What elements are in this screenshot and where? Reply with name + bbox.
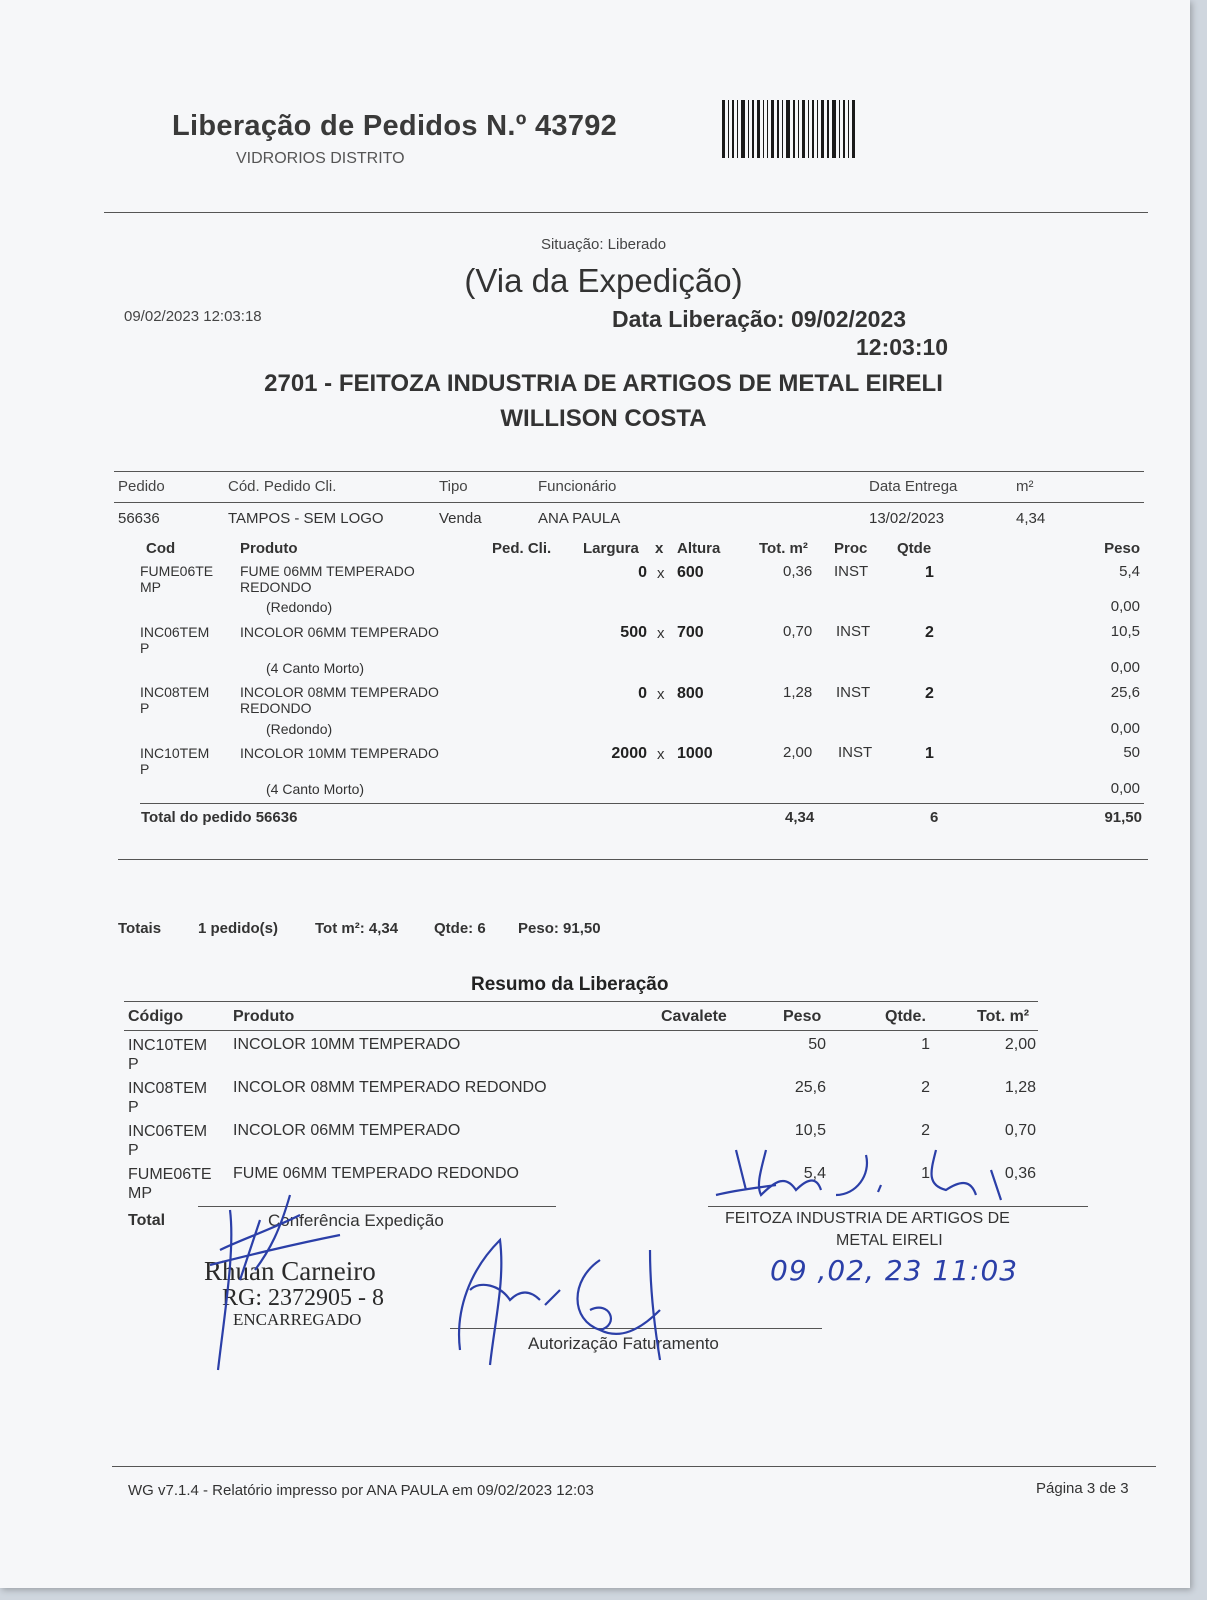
- summary-peso: 5,4: [803, 1165, 826, 1182]
- summary-peso: 25,6: [794, 1079, 826, 1096]
- handwritten-date: 09 ,02, 23 11:03: [770, 1254, 1019, 1287]
- item-cod: INC06TEM P: [140, 624, 210, 656]
- barcode-bar: [748, 100, 749, 158]
- barcode-bar: [832, 100, 836, 158]
- barcode: [722, 100, 908, 158]
- item-tot-m2: 2,00: [783, 744, 813, 761]
- printed-timestamp: 09/02/2023 12:03:18: [124, 308, 262, 325]
- summary-tot-m2: 0,36: [1004, 1165, 1036, 1182]
- summary-tot-m2: 0,70: [1004, 1122, 1036, 1139]
- footer-printed-by: WG v7.1.4 - Relatório impresso por ANA PAULA em 09/02/2023 12:03: [128, 1482, 594, 1499]
- barcode-bar: [741, 100, 745, 158]
- release-time: 12:03:10: [856, 334, 949, 360]
- item-qtde: 2: [925, 685, 934, 702]
- item-altura: 700: [677, 624, 704, 641]
- summary-qtde: 1: [921, 1036, 930, 1053]
- stamp-name: Rhuan Carneiro: [204, 1256, 376, 1286]
- summary-top-line: [124, 1001, 1038, 1002]
- situation-label: Situação: Liberado: [540, 236, 667, 253]
- items-col-cod: Cod: [146, 540, 176, 557]
- item-sub-peso: 0,00: [1110, 780, 1140, 797]
- barcode-bar: [793, 100, 795, 158]
- col-m2: m²: [1016, 478, 1034, 495]
- summary-col-codigo: Código: [128, 1008, 184, 1025]
- col-cod-pedido-cli: Cód. Pedido Cli.: [228, 478, 337, 495]
- stamp-role: ENCARREGADO: [233, 1310, 362, 1329]
- summary-qtde: 1: [921, 1165, 930, 1182]
- summary-produto: FUME 06MM TEMPERADO REDONDO: [233, 1165, 519, 1182]
- client-sign-label: FEITOZA INDUSTRIA DE ARTIGOS DE: [725, 1210, 1010, 1227]
- footer-line: [112, 1466, 1156, 1467]
- barcode-bar: [798, 100, 799, 158]
- totals-label: Totais: [118, 920, 162, 937]
- barcode-bar: [848, 100, 849, 158]
- totals-peso: Peso: 91,50: [518, 920, 601, 937]
- order-pedido: 56636: [118, 510, 160, 527]
- summary-qtde: 2: [921, 1122, 930, 1139]
- summary-header-line: [124, 1030, 1038, 1031]
- items-col-largura: Largura: [583, 540, 639, 557]
- footer-page-number: Página 3 de 3: [1036, 1480, 1129, 1497]
- order-total-qtde: 6: [930, 809, 939, 826]
- col-pedido: Pedido: [118, 478, 165, 495]
- signature-conferencia: [200, 1190, 360, 1390]
- item-proc: INST: [836, 684, 871, 701]
- barcode-bar: [763, 100, 764, 158]
- item-sub-peso: 0,00: [1110, 720, 1140, 737]
- via-label: (Via da Expedição): [464, 262, 743, 299]
- header-divider: [104, 212, 1148, 213]
- summary-col-produto: Produto: [233, 1008, 295, 1025]
- contact-name: WILLISON COSTA: [500, 405, 707, 432]
- item-produto: INCOLOR 10MM TEMPERADO: [240, 745, 439, 761]
- barcode-bar: [843, 100, 845, 158]
- client-sign-label-2: METAL EIRELI: [836, 1232, 943, 1249]
- item-tot-m2: 0,70: [783, 623, 813, 640]
- order-data-entrega: 13/02/2023: [869, 510, 945, 527]
- barcode-bar: [812, 100, 814, 158]
- summary-produto: INCOLOR 08MM TEMPERADO REDONDO: [233, 1079, 547, 1096]
- barcode-bar: [728, 100, 729, 158]
- item-qtde: 1: [925, 745, 934, 762]
- order-total-m2: 4,34: [785, 809, 815, 826]
- release-date: Data Liberação: 09/02/2023: [612, 306, 907, 332]
- barcode-bar: [752, 100, 754, 158]
- item-proc: INST: [834, 563, 869, 580]
- item-sub-note: (Redondo): [266, 721, 333, 737]
- items-col-tot-m2: Tot. m²: [759, 540, 808, 557]
- item-sub-peso: 0,00: [1110, 659, 1140, 676]
- summary-col-tot-m2: Tot. m²: [977, 1008, 1030, 1025]
- summary-cod: INC06TEM P: [128, 1123, 208, 1159]
- item-largura: 500: [620, 624, 647, 641]
- summary-cod: INC10TEM P: [128, 1037, 208, 1073]
- item-qtde: 2: [925, 624, 934, 641]
- summary-peso: 10,5: [794, 1122, 826, 1139]
- company-name: VIDRORIOS DISTRITO: [236, 150, 405, 167]
- item-peso: 10,5: [1110, 623, 1140, 640]
- items-col-ped-cli: Ped. Cli.: [492, 540, 552, 557]
- item-x: x: [657, 565, 665, 582]
- item-largura: 2000: [611, 745, 647, 762]
- items-col-produto: Produto: [240, 540, 298, 557]
- client-name: 2701 - FEITOZA INDUSTRIA DE ARTIGOS DE METAL EIRELI: [264, 370, 943, 397]
- item-produto: INCOLOR 06MM TEMPERADO: [240, 624, 439, 640]
- barcode-bar: [737, 100, 738, 158]
- totals-pedidos: 1 pedido(s): [198, 920, 279, 937]
- item-altura: 600: [677, 564, 704, 581]
- barcode-bar: [852, 100, 855, 158]
- summary-peso: 50: [808, 1036, 826, 1053]
- barcode-bar: [782, 100, 783, 158]
- barcode-bar: [771, 100, 774, 158]
- summary-produto: INCOLOR 06MM TEMPERADO: [233, 1122, 461, 1139]
- order-total-label: Total do pedido 56636: [141, 809, 298, 826]
- barcode-bar: [757, 100, 760, 158]
- barcode-bar: [732, 100, 734, 158]
- barcode-bar: [802, 100, 805, 158]
- col-tipo: Tipo: [439, 478, 468, 495]
- item-altura: 1000: [677, 745, 713, 762]
- item-sub-note: (4 Canto Morto): [266, 781, 365, 797]
- order-total-peso: 91,50: [1104, 809, 1142, 826]
- summary-cod: FUME06TE MP: [128, 1166, 212, 1202]
- item-tot-m2: 0,36: [783, 563, 813, 580]
- barcode-bar: [827, 100, 829, 158]
- barcode-bar: [722, 100, 725, 158]
- summary-tot-m2: 1,28: [1004, 1079, 1036, 1096]
- item-sub-note: (4 Canto Morto): [266, 660, 365, 676]
- barcode-bar: [767, 100, 768, 158]
- order-top-line: [114, 471, 1144, 472]
- item-cod: FUME06TE MP: [140, 563, 214, 595]
- summary-col-peso: Peso: [783, 1008, 822, 1025]
- totals-m2: Tot m²: 4,34: [315, 920, 399, 937]
- summary-total-label: Total: [128, 1212, 166, 1229]
- item-tot-m2: 1,28: [783, 684, 813, 701]
- items-col-x: x: [655, 540, 664, 557]
- item-sub-peso: 0,00: [1110, 598, 1140, 615]
- items-bottom-line: [118, 859, 1148, 860]
- item-produto: INCOLOR 08MM TEMPERADO REDONDO: [240, 684, 439, 716]
- col-data-entrega: Data Entrega: [869, 478, 958, 495]
- summary-produto: INCOLOR 10MM TEMPERADO: [233, 1036, 461, 1053]
- barcode-bar: [808, 100, 809, 158]
- summary-cod: INC08TEM P: [128, 1080, 208, 1116]
- conferencia-label: Conferência Expedição: [268, 1211, 444, 1230]
- document-title: Liberação de Pedidos N.º 43792: [172, 110, 618, 142]
- item-largura: 0: [638, 685, 647, 702]
- order-m2: 4,34: [1016, 510, 1046, 527]
- item-largura: 0: [638, 564, 647, 581]
- stamp-rg: RG: 2372905 - 8: [222, 1285, 384, 1311]
- signature-client: [706, 1140, 1046, 1210]
- barcode-bar: [839, 100, 840, 158]
- item-x: x: [657, 746, 665, 763]
- barcode-bar: [786, 100, 790, 158]
- autorizacao-label: Autorização Faturamento: [528, 1334, 719, 1353]
- summary-col-cavalete: Cavalete: [661, 1008, 727, 1025]
- items-col-altura: Altura: [677, 540, 721, 557]
- item-peso: 25,6: [1110, 684, 1140, 701]
- items-col-peso: Peso: [1104, 540, 1140, 557]
- item-proc: INST: [838, 744, 873, 761]
- item-qtde: 1: [925, 564, 934, 581]
- col-funcionario: Funcionário: [538, 478, 617, 495]
- summary-tot-m2: 2,00: [1004, 1036, 1036, 1053]
- signature-autorizacao: [450, 1230, 690, 1370]
- barcode-bar: [817, 100, 818, 158]
- summary-qtde: 2: [921, 1079, 930, 1096]
- barcode-bar: [777, 100, 779, 158]
- item-proc: INST: [836, 623, 871, 640]
- items-col-qtde: Qtde: [897, 540, 932, 557]
- totals-qtde: Qtde: 6: [434, 920, 486, 937]
- order-cod-pedido-cli: TAMPOS - SEM LOGO: [228, 510, 384, 527]
- item-altura: 800: [677, 685, 704, 702]
- items-total-line: [140, 803, 1144, 804]
- items-col-proc: Proc: [834, 540, 868, 557]
- item-cod: INC08TEM P: [140, 684, 210, 716]
- barcode-bar: [821, 100, 824, 158]
- item-x: x: [657, 686, 665, 703]
- order-funcionario: ANA PAULA: [538, 510, 621, 527]
- item-peso: 50: [1123, 744, 1140, 761]
- summary-col-qtde: Qtde.: [885, 1008, 926, 1025]
- item-peso: 5,4: [1119, 563, 1140, 580]
- order-header-line: [114, 502, 1144, 503]
- item-produto: FUME 06MM TEMPERADO REDONDO: [240, 563, 415, 595]
- item-x: x: [657, 625, 665, 642]
- item-sub-note: (Redondo): [266, 599, 333, 615]
- order-tipo: Venda: [439, 510, 482, 527]
- item-cod: INC10TEM P: [140, 745, 210, 777]
- summary-title: Resumo da Liberação: [471, 974, 669, 995]
